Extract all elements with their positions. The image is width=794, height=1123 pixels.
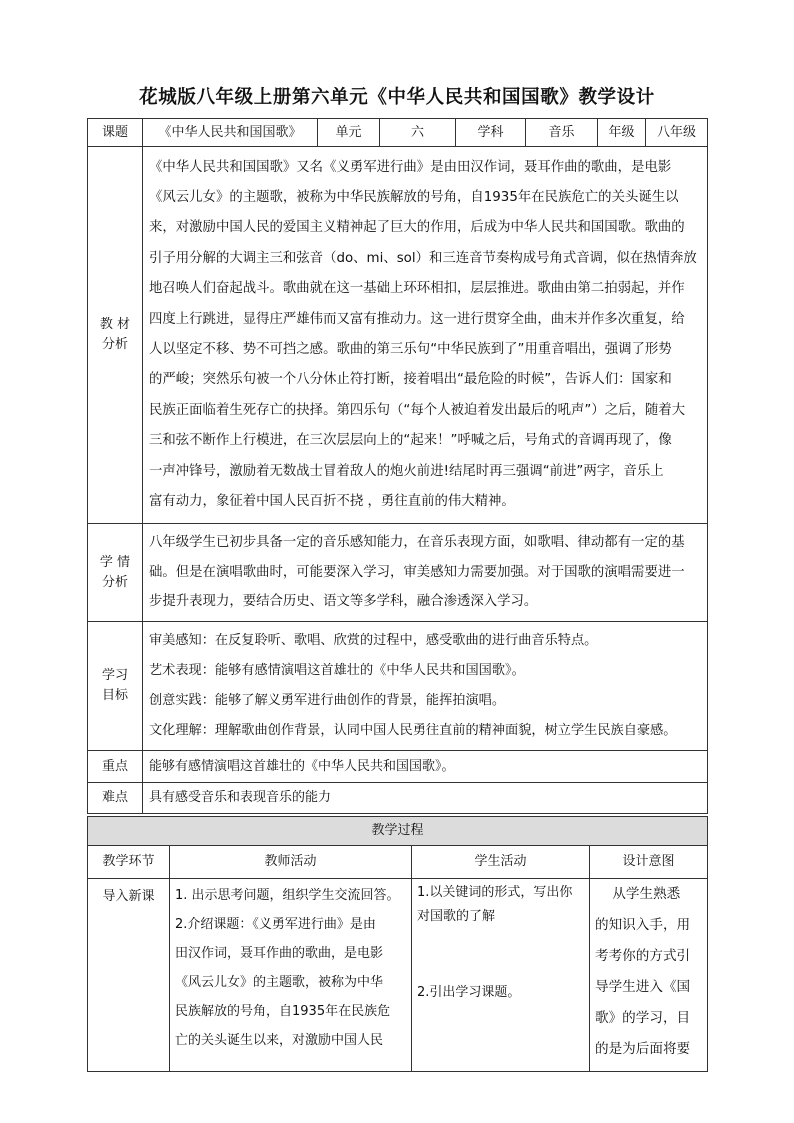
teacher-line: 1. 出示思考问题，组织学生交流回答。	[175, 888, 400, 903]
process-header: 教学过程	[88, 817, 708, 846]
student-activity-cell	[412, 879, 590, 1072]
column-teacher: 教师活动	[170, 846, 412, 879]
goal-line: 文化理解：理解歌曲创作背景，认同中国人民勇往直前的精神面貌，树立学生民族自豪感。	[149, 723, 677, 738]
analysis-label-bottom: 分析	[101, 337, 128, 352]
teacher-line: 民族解放的号角，自1935年在民族危	[175, 1004, 391, 1019]
document-title: 花城版八年级上册第六单元《中华人民共和国国歌》教学设计	[139, 87, 655, 108]
analysis-line: 引子用分解的大调主三和弦音（do、mi、sol）和三连音节奏构成号角式音调，似在热情奔放	[149, 250, 697, 266]
analysis-line: 民族正面临着生死存亡的抉择。第四乐句（“每个人被迫着发出最后的吼声”）之后，随着大	[149, 402, 686, 418]
unit-value: 六	[380, 119, 456, 147]
grade-label: 年级	[598, 119, 646, 147]
learner-label-bottom: 分析	[101, 574, 128, 590]
key-point-text: 能够有感情演唱这首雄壮的《中华人民共和国国歌》。	[143, 751, 708, 783]
stage-cell: 导入新课	[88, 879, 170, 1072]
analysis-line: 人以坚定不移、势不可挡之感。歌曲的第三乐句“中华民族到了”用重音唱出，强调了形势	[149, 342, 672, 357]
grade-value: 八年级	[646, 119, 708, 147]
learner-text	[143, 524, 708, 622]
topic-label: 课题	[88, 119, 143, 147]
analysis-line: 《中华人民共和国国歌》又名《义勇军进行曲》是由田汉作词，聂耳作曲的歌曲，是电影	[149, 159, 672, 175]
analysis-label-top: 教 材	[99, 317, 131, 332]
design-intent-cell	[590, 879, 708, 1072]
teacher-line: 亡的关头诞生以来，对激励中国人民	[175, 1033, 384, 1048]
topic-value: 《中华人民共和国国歌》	[143, 119, 318, 147]
unit-label: 单元	[318, 119, 380, 147]
subject-value: 音乐	[526, 119, 598, 147]
intent-line: 的是为后面将要	[595, 1041, 691, 1057]
teacher-line: 《风云儿女》的主题歌，被称为中华	[175, 975, 384, 990]
teacher-line: 2.介绍课题：《义勇军进行曲》是由	[175, 917, 376, 932]
analysis-line: 的严峻；突然乐句被一个八分休止符打断，接着唱出“最危险的时候”，告诉人们：国家和	[149, 372, 672, 388]
goal-line: 审美感知：在反复聆听、歌唱、欣赏的过程中，感受歌曲的进行曲音乐特点。	[149, 633, 598, 648]
column-stage: 教学环节	[88, 846, 170, 879]
learner-line: 础。但是在演唱歌曲时，可能要深入学习，审美感知力需要加强。对于国歌的演唱需要进一	[149, 564, 685, 580]
analysis-line: 地召唤人们奋起战斗。歌曲就在这一基础上环环相扣，层层推进。歌曲由第二拍弱起，并作	[149, 281, 685, 297]
column-student: 学生活动	[412, 846, 590, 879]
analysis-text	[143, 147, 708, 524]
intent-line: 的知识入手，用	[595, 917, 691, 933]
goal-line: 创意实践：能够了解义勇军进行曲创作的背景，能挥拍演唱。	[149, 693, 506, 708]
intent-line: 歌》的学习，目	[595, 1010, 691, 1026]
teacher-line: 田汉作词，聂耳作曲的歌曲，是电影	[175, 946, 384, 961]
difficulty-text: 具有感受音乐和表现音乐的能力	[143, 783, 708, 814]
key-point-label: 重点	[88, 751, 143, 783]
analysis-line: 富有动力，象征着中国人民百折不挠 ，勇往直前的伟大精神。	[149, 494, 515, 510]
student-line: 2.引出学习课题。	[417, 985, 521, 1000]
student-line: 1.以关键词的形式，写出你	[417, 885, 573, 900]
goal-line: 艺术表现：能够有感情演唱这首雄壮的《中华人民共和国国歌》。	[149, 663, 525, 678]
teaching-process-table	[87, 816, 708, 1072]
intent-line: 从学生熟悉	[595, 886, 681, 902]
column-intent: 设计意图	[590, 846, 708, 879]
subject-label: 学科	[456, 119, 526, 147]
learner-label-top: 学 情	[99, 554, 131, 570]
analysis-line: 一声冲锋号，激励着无数战士冒着敌人的炮火前进!结尾时再三强调“前进”两字，音乐上	[149, 463, 664, 479]
difficulty-label: 难点	[88, 783, 143, 814]
goals-label	[88, 622, 143, 751]
analysis-line: 来，对激励中国人民的爱国主义精神起了巨大的作用，后成为中华人民共和国国歌。歌曲的	[149, 220, 685, 236]
intent-line: 考考你的方式引	[595, 948, 691, 964]
intent-line: 导学生进入《国	[595, 979, 691, 995]
learner-line: 八年级学生已初步具备一定的音乐感知能力，在音乐表现方面，如歌唱、律动都有一定的基	[149, 535, 685, 551]
analysis-line: 四度上行跳进，显得庄严雄伟而又富有推动力。这一进行贯穿全曲，曲末并作多次重复，给	[149, 311, 685, 327]
learner-line: 步提升表现力，要结合历史、语文等多学科，融合渗透深入学习。	[149, 594, 538, 610]
analysis-line: 《风云儿女》的主题歌，被称为中华民族解放的号角，自1935年在民族危亡的关头诞生以	[149, 189, 679, 205]
teacher-activity-cell	[170, 879, 412, 1072]
analysis-line: 三和弦不断作上行模进，在三次层层向上的“起来！”呼喊之后，号角式的音调再现了，像	[149, 433, 672, 449]
analysis-label	[88, 147, 143, 524]
goals-label-bottom: 目标	[101, 688, 128, 703]
learner-label	[88, 524, 143, 622]
goals-text	[143, 622, 708, 751]
goals-label-top: 学习	[101, 668, 128, 683]
student-line: 对国歌的了解	[417, 909, 496, 924]
lesson-info-table	[87, 118, 708, 814]
